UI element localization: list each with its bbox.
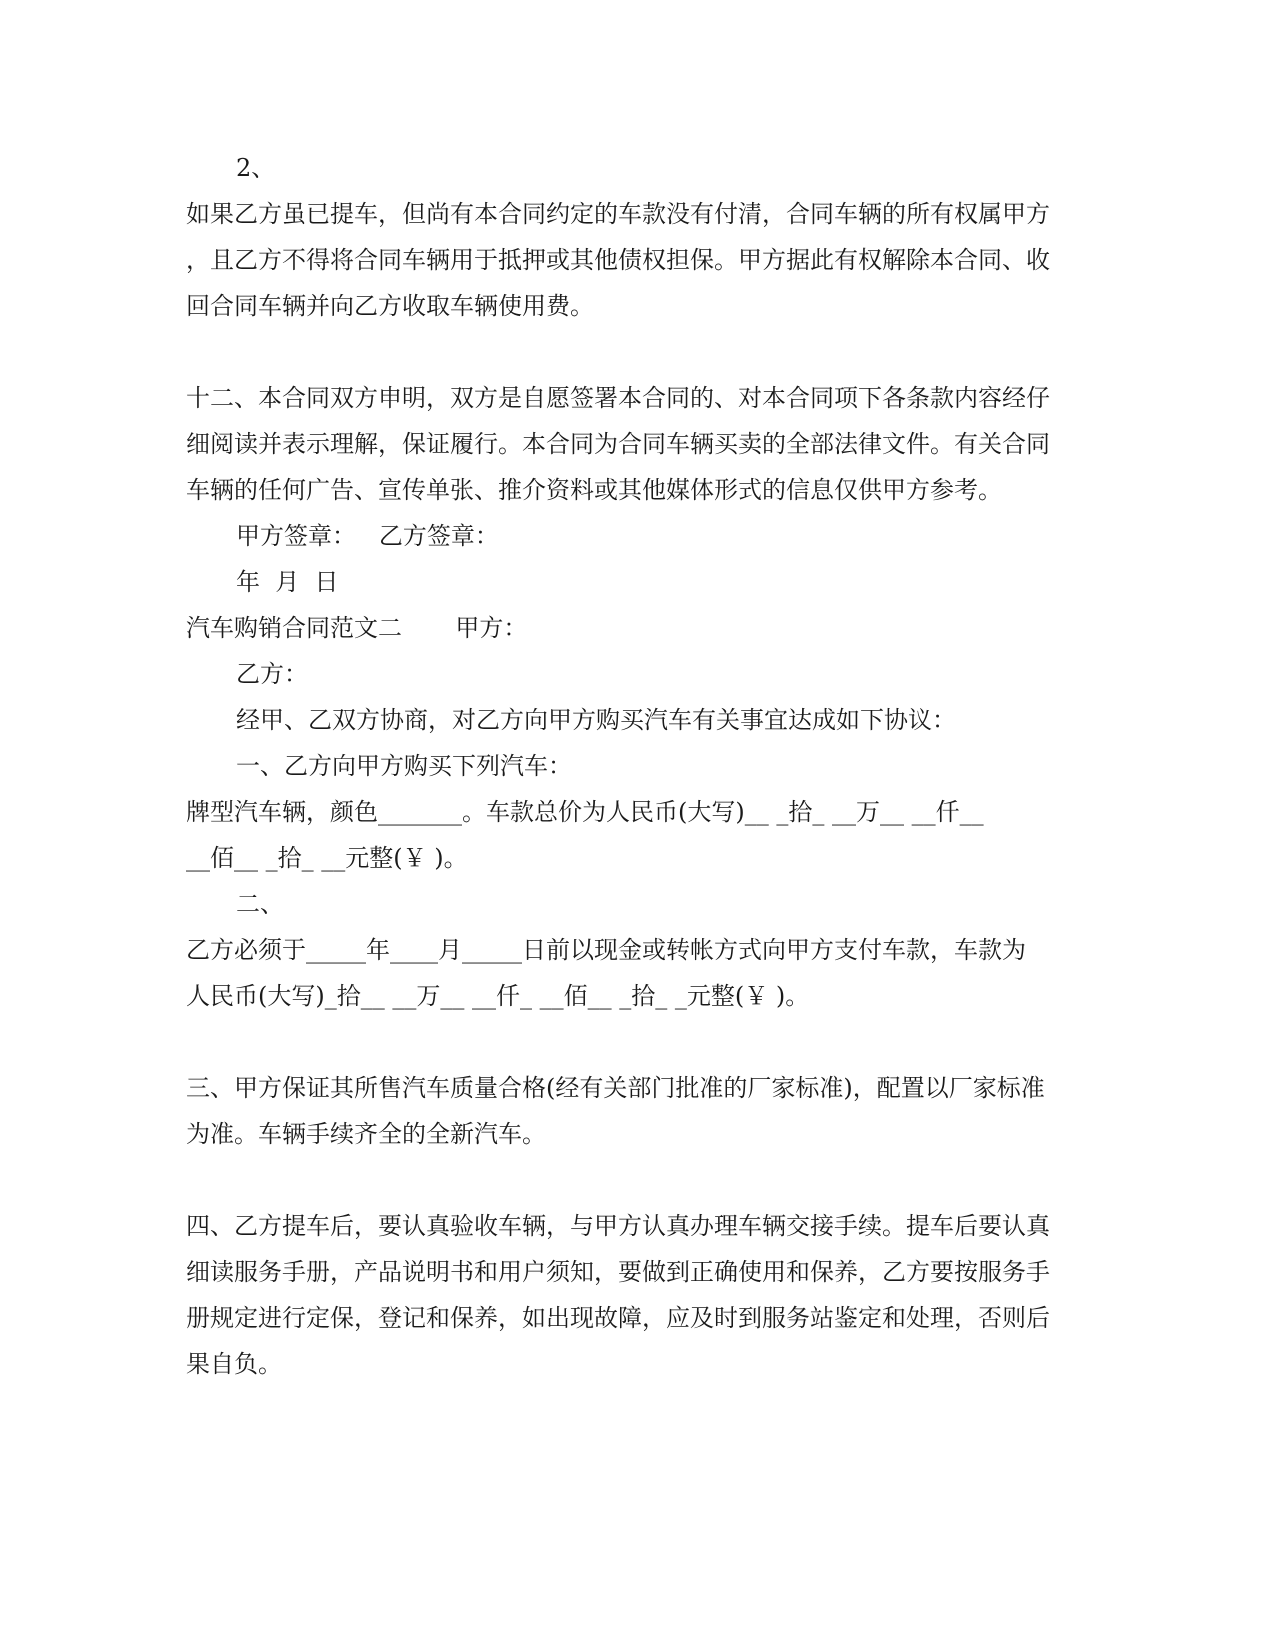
clause-one-heading: 一、乙方向甲方购买下列汽车： xyxy=(236,752,572,780)
clause-four-line: 四、乙方提车后，要认真验收车辆，与甲方认真办理车辆交接手续。提车后要认真 xyxy=(186,1212,1050,1240)
text-line: 回合同车辆并向乙方收取车辆使用费。 xyxy=(186,292,594,320)
text-line: ，且乙方不得将合同车辆用于抵押或其他债权担保。甲方据此有权解除本合同、收 xyxy=(186,246,1050,274)
text-line: 细读服务手册，产品说明书和用户须知，要做到正确使用和保养，乙方要按服务手 xyxy=(186,1258,1050,1286)
signature-line: 甲方签章： 乙方签章： xyxy=(236,522,499,550)
clause-twelve-line: 十二、本合同双方申明，双方是自愿签署本合同的、对本合同项下各条款内容经仔 xyxy=(186,384,1050,412)
clause-two-heading: 二、 xyxy=(236,890,284,918)
text-line: 乙方必须于_____年____月_____日前以现金或转帐方式向甲方支付车款，车款为 xyxy=(186,936,1026,964)
text-line: 细阅读并表示理解，保证履行。本合同为合同车辆买卖的全部法律文件。有关合同 xyxy=(186,430,1050,458)
clause-number: 2、 xyxy=(236,154,276,182)
text-line: 经甲、乙双方协商，对乙方向甲方购买汽车有关事宜达成如下协议： xyxy=(236,706,956,734)
clause-three-line: 三、甲方保证其所售汽车质量合格(经有关部门批准的厂家标准)，配置以厂家标准 xyxy=(186,1074,1045,1102)
section-title: 汽车购销合同范文二 甲方： xyxy=(186,614,528,642)
text-line: 人民币(大写)_拾__ __万__ __仟_ __佰__ _拾_ _元整(￥ )。 xyxy=(186,982,810,1010)
text-line: __佰__ _拾_ __元整(￥ )。 xyxy=(186,844,468,872)
text-line: 为准。车辆手续齐全的全新汽车。 xyxy=(186,1120,546,1148)
date-line: 年 月 日 xyxy=(236,568,339,596)
text-line: 车辆的任何广告、宣传单张、推介资料或其他媒体形式的信息仅供甲方参考。 xyxy=(186,476,1002,504)
party-b-line: 乙方： xyxy=(236,660,308,688)
text-line: 册规定进行定保，登记和保养，如出现故障，应及时到服务站鉴定和处理，否则后 xyxy=(186,1304,1050,1332)
text-line: 如果乙方虽已提车，但尚有本合同约定的车款没有付清，合同车辆的所有权属甲方 xyxy=(186,200,1050,228)
text-line: 果自负。 xyxy=(186,1350,282,1378)
text-line: 牌型汽车辆，颜色_______。车款总价为人民币(大写)__ _拾_ __万__ __仟__ xyxy=(186,798,984,826)
